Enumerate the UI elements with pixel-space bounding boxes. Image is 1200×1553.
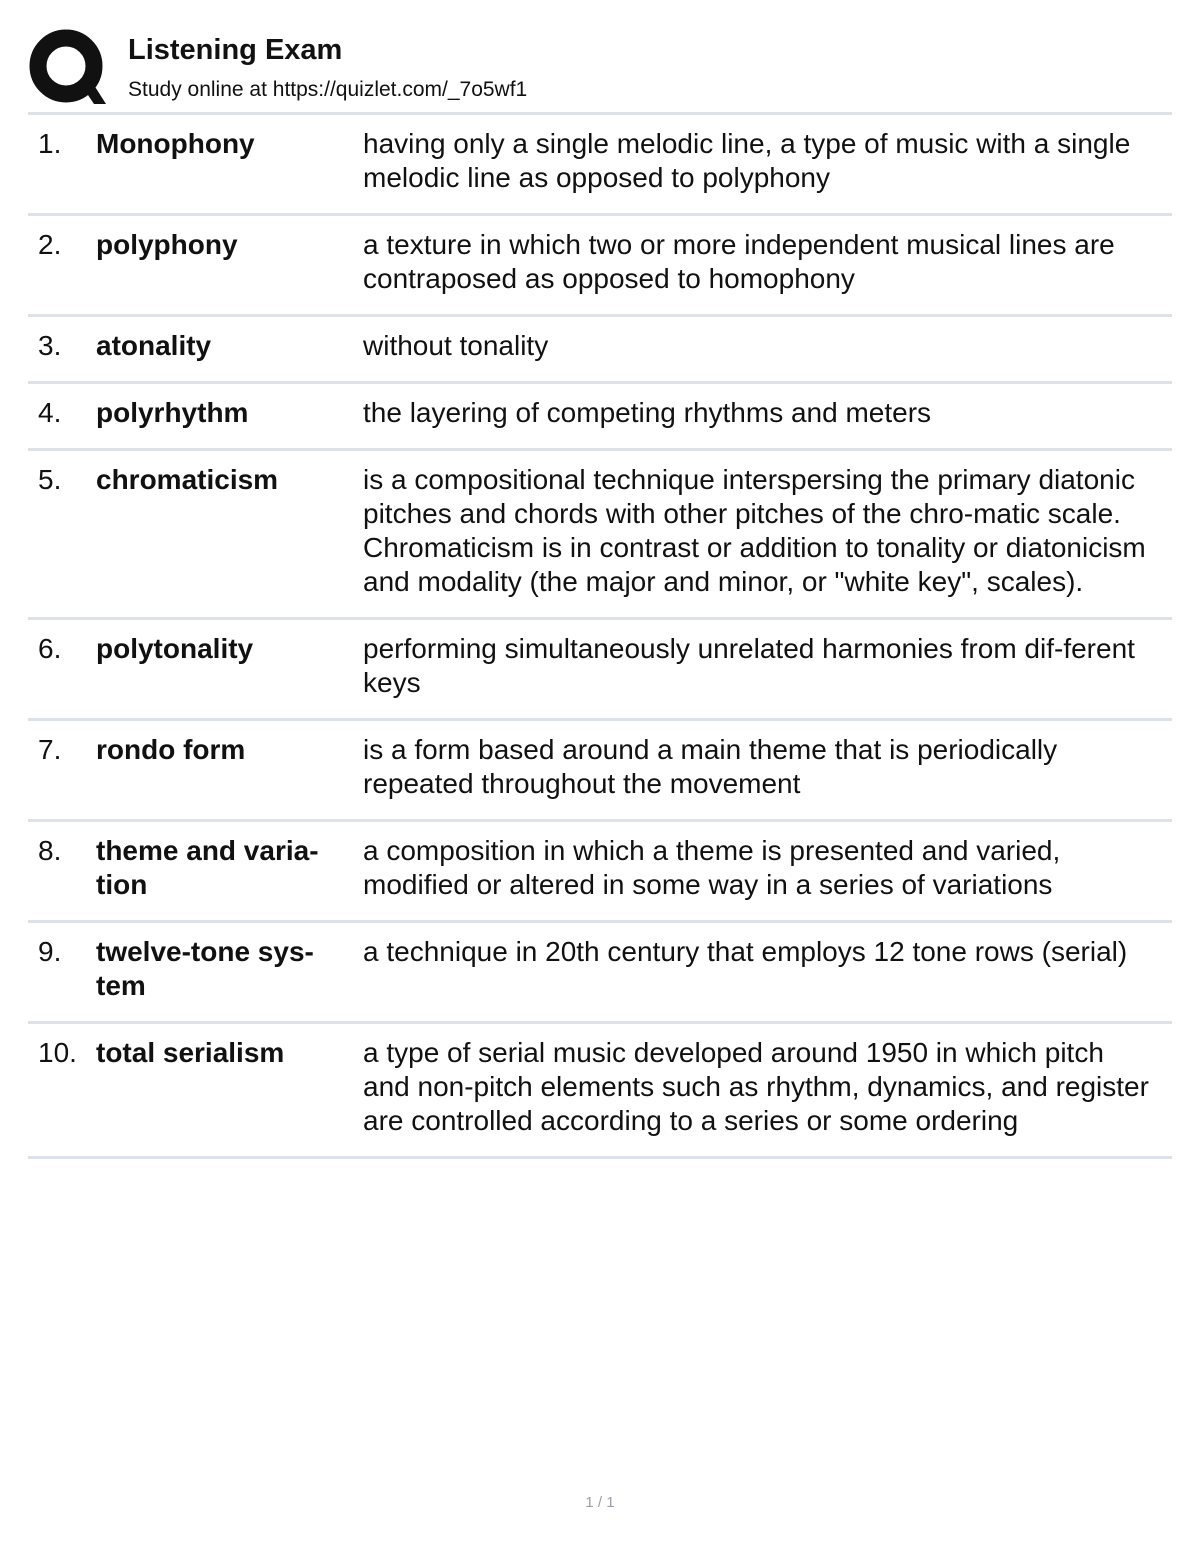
card-number: 7. <box>38 734 62 765</box>
card-number: 4. <box>38 397 62 428</box>
document-title: Listening Exam <box>128 34 343 66</box>
card-term: twelve-tone sys-tem <box>96 936 314 1001</box>
card-number: 6. <box>38 633 62 664</box>
flashcard-row <box>28 721 1172 822</box>
card-term: rondo form <box>96 734 246 765</box>
card-number: 8. <box>38 835 62 866</box>
flashcard-row <box>28 923 1172 1024</box>
card-definition: having only a single melodic line, a type of music with a single melodic line as opposed to polyphony <box>363 128 1131 193</box>
flashcard-row <box>28 216 1172 317</box>
card-number: 9. <box>38 936 62 967</box>
flashcard-list <box>28 115 1172 1159</box>
card-term: Monophony <box>96 128 255 159</box>
flashcard-row <box>28 317 1172 384</box>
card-definition: a texture in which two or more independent musical lines are contraposed as opposed to homophony <box>363 229 1115 294</box>
card-definition: a composition in which a theme is presented and varied, modified or altered in some way in a series of variations <box>363 835 1061 900</box>
flashcard-row <box>28 115 1172 216</box>
card-definition: is a compositional technique interspersing the primary diatonic pitches and chords with other pitches of the chro-matic scale. Chromaticism is in contrast or addition to tonality or diatonicism and modality (the major and minor, or "white key", scales). <box>363 464 1146 597</box>
card-term: atonality <box>96 330 212 361</box>
card-definition: a type of serial music developed around 1950 in which pitch and non-pitch elements such as rhythm, dynamics, and register are controlled according to a series or some ordering <box>363 1037 1149 1136</box>
flashcard-row <box>28 384 1172 451</box>
flashcard-row <box>28 822 1172 923</box>
page-indicator: 1 / 1 <box>585 1494 615 1511</box>
card-number: 1. <box>38 128 62 159</box>
card-term: polyrhythm <box>96 397 249 428</box>
study-online-link[interactable]: Study online at https://quizlet.com/_7o5wf1 <box>128 78 528 101</box>
card-number: 3. <box>38 330 62 361</box>
flashcard-row <box>28 1024 1172 1159</box>
card-term: theme and varia-tion <box>96 835 319 900</box>
card-definition: without tonality <box>363 330 549 361</box>
card-term: polytonality <box>96 633 254 664</box>
card-definition: a technique in 20th century that employs 12 tone rows (serial) <box>363 936 1128 967</box>
quizlet-logo-icon <box>28 28 108 108</box>
card-number: 2. <box>38 229 62 260</box>
flashcard-row <box>28 451 1172 620</box>
document-header <box>28 28 1172 112</box>
card-number: 5. <box>38 464 62 495</box>
card-term: chromaticism <box>96 464 279 495</box>
card-number: 10. <box>38 1037 77 1068</box>
card-term: polyphony <box>96 229 238 260</box>
card-definition: performing simultaneously unrelated harmonies from dif-ferent keys <box>363 633 1135 698</box>
card-definition: is a form based around a main theme that is periodically repeated throughout the movement <box>363 734 1058 799</box>
card-term: total serialism <box>96 1037 285 1068</box>
card-definition: the layering of competing rhythms and meters <box>363 397 932 428</box>
flashcard-row <box>28 620 1172 721</box>
